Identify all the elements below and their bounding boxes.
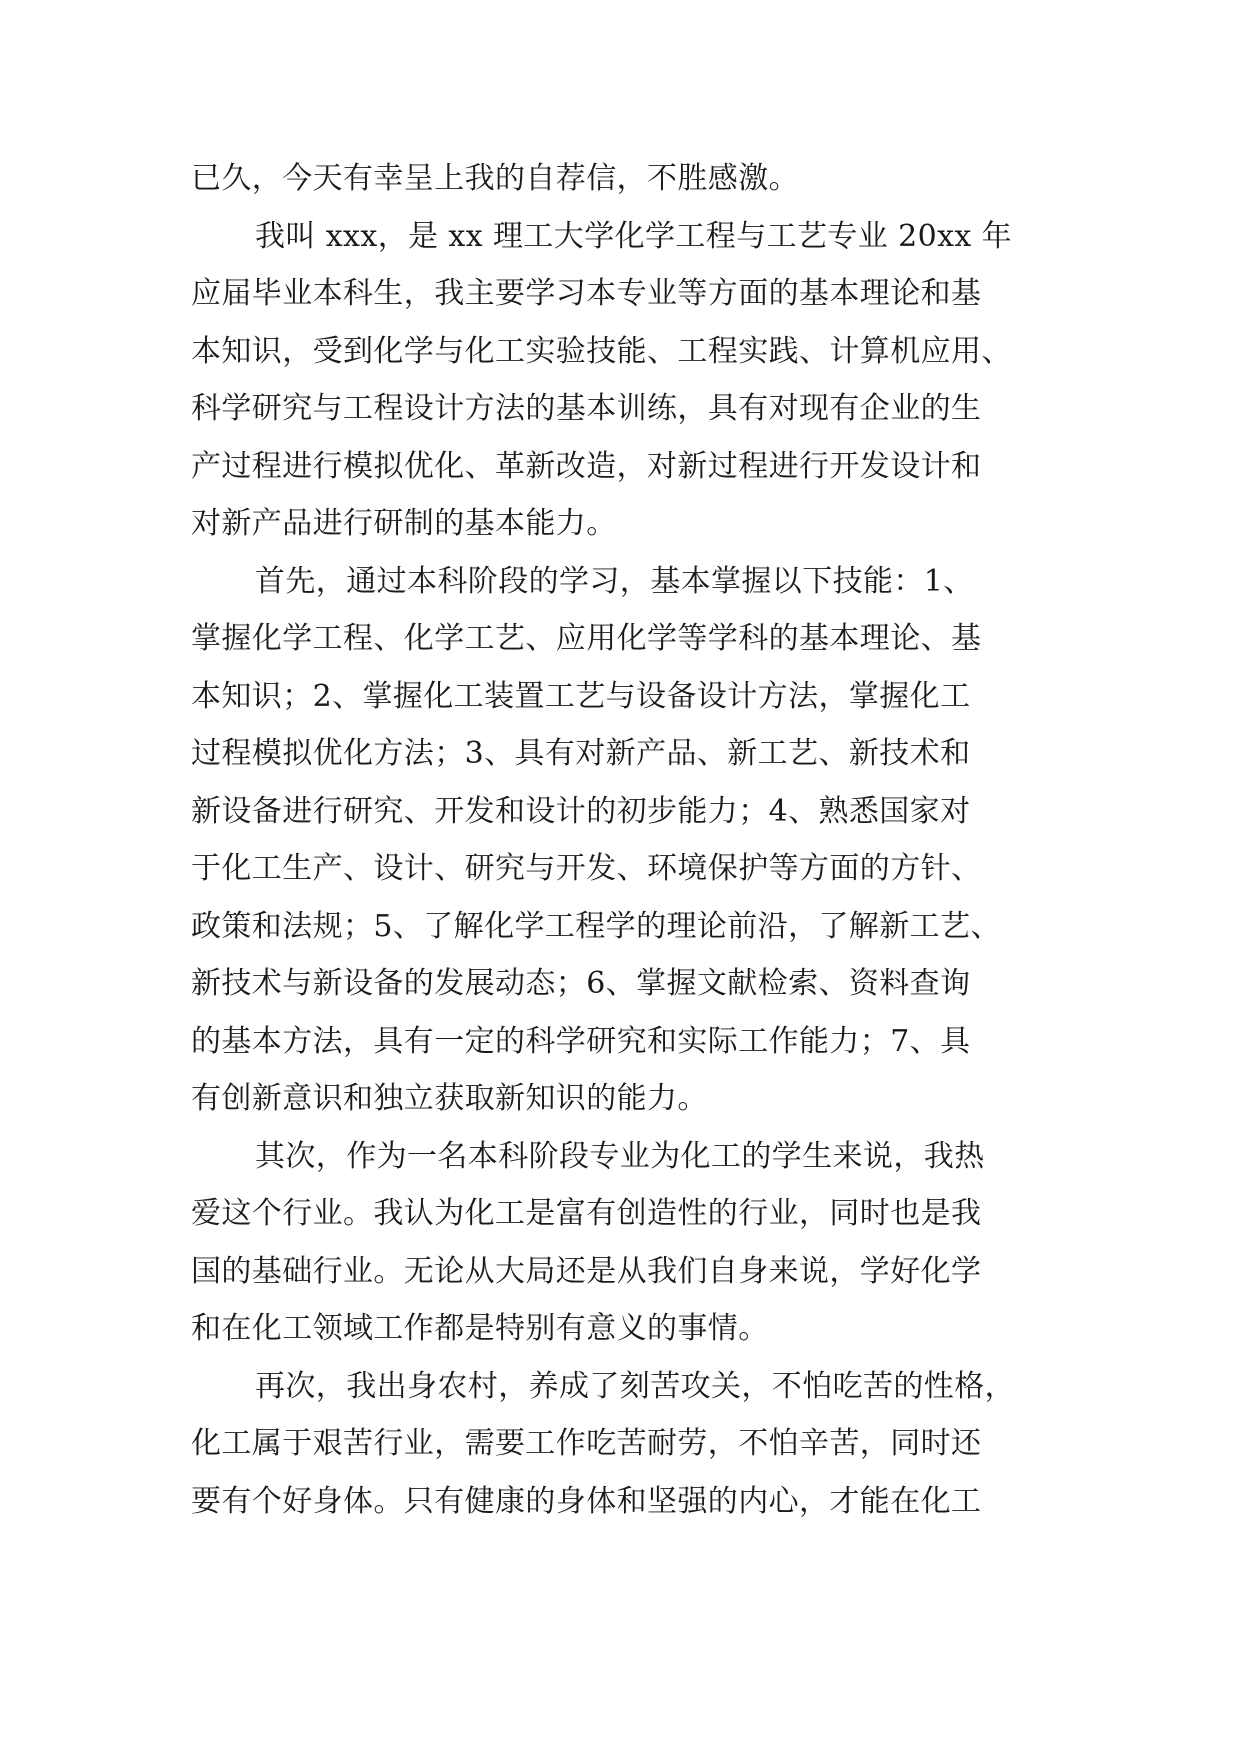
paragraph-line: 新设备进行研究、开发和设计的初步能力；4、熟悉国家对	[191, 793, 971, 829]
paragraph-line: 化工属于艰苦行业，需要工作吃苦耐劳，不怕辛苦，同时还	[191, 1426, 982, 1461]
paragraph-line: 掌握化学工程、化学工艺、应用化学等学科的基本理论、基	[191, 621, 982, 656]
paragraph-line: 于化工生产、设计、研究与开发、环境保护等方面的方针、	[191, 851, 982, 886]
paragraph-line: 再次，我出身农村，养成了刻苦攻关，不怕吃苦的性格，	[255, 1368, 1015, 1404]
paragraph-line: 产过程进行模拟优化、革新改造，对新过程进行开发设计和	[191, 448, 982, 484]
paragraph-line: 国的基础行业。无论从大局还是从我们自身来说，学好化学	[191, 1253, 982, 1289]
paragraph-line: 爱这个行业。我认为化工是富有创造性的行业，同时也是我	[191, 1196, 982, 1231]
paragraph-line: 政策和法规；5、了解化学工程学的理论前沿，了解新工艺、	[191, 908, 1001, 944]
paragraph-line: 本知识；2、掌握化工装置工艺与设备设计方法，掌握化工	[191, 678, 971, 714]
letter-body	[191, 150, 1071, 1530]
paragraph-line: 对新产品进行研制的基本能力。	[191, 506, 617, 541]
paragraph-line: 其次，作为一名本科阶段专业为化工的学生来说，我热	[255, 1138, 985, 1174]
paragraph-line: 本知识，受到化学与化工实验技能、工程实践、计算机应用、	[191, 333, 1012, 369]
paragraph-line: 要有个好身体。只有健康的身体和坚强的内心，才能在化工	[191, 1483, 982, 1519]
paragraph-line: 过程模拟优化方法；3、具有对新产品、新工艺、新技术和	[191, 736, 971, 771]
paragraph-line: 科学研究与工程设计方法的基本训练，具有对现有企业的生	[191, 391, 982, 426]
paragraph-line: 我叫 xxx，是 xx 理工大学化学工程与工艺专业 20xx 年	[255, 218, 1013, 254]
paragraph-line: 新技术与新设备的发展动态；6、掌握文献检索、资料查询	[191, 966, 971, 1001]
paragraph-line: 的基本方法，具有一定的科学研究和实际工作能力；7、具	[191, 1023, 971, 1059]
paragraph-line: 和在化工领域工作都是特别有意义的事情。	[191, 1311, 769, 1346]
paragraph-line: 已久，今天有幸呈上我的自荐信，不胜感激。	[191, 161, 799, 196]
paragraph-line: 应届毕业本科生，我主要学习本专业等方面的基本理论和基	[191, 276, 982, 311]
paragraph-line: 首先，通过本科阶段的学习，基本掌握以下技能：1、	[255, 563, 974, 599]
paragraph-line: 有创新意识和独立获取新知识的能力。	[191, 1081, 708, 1116]
